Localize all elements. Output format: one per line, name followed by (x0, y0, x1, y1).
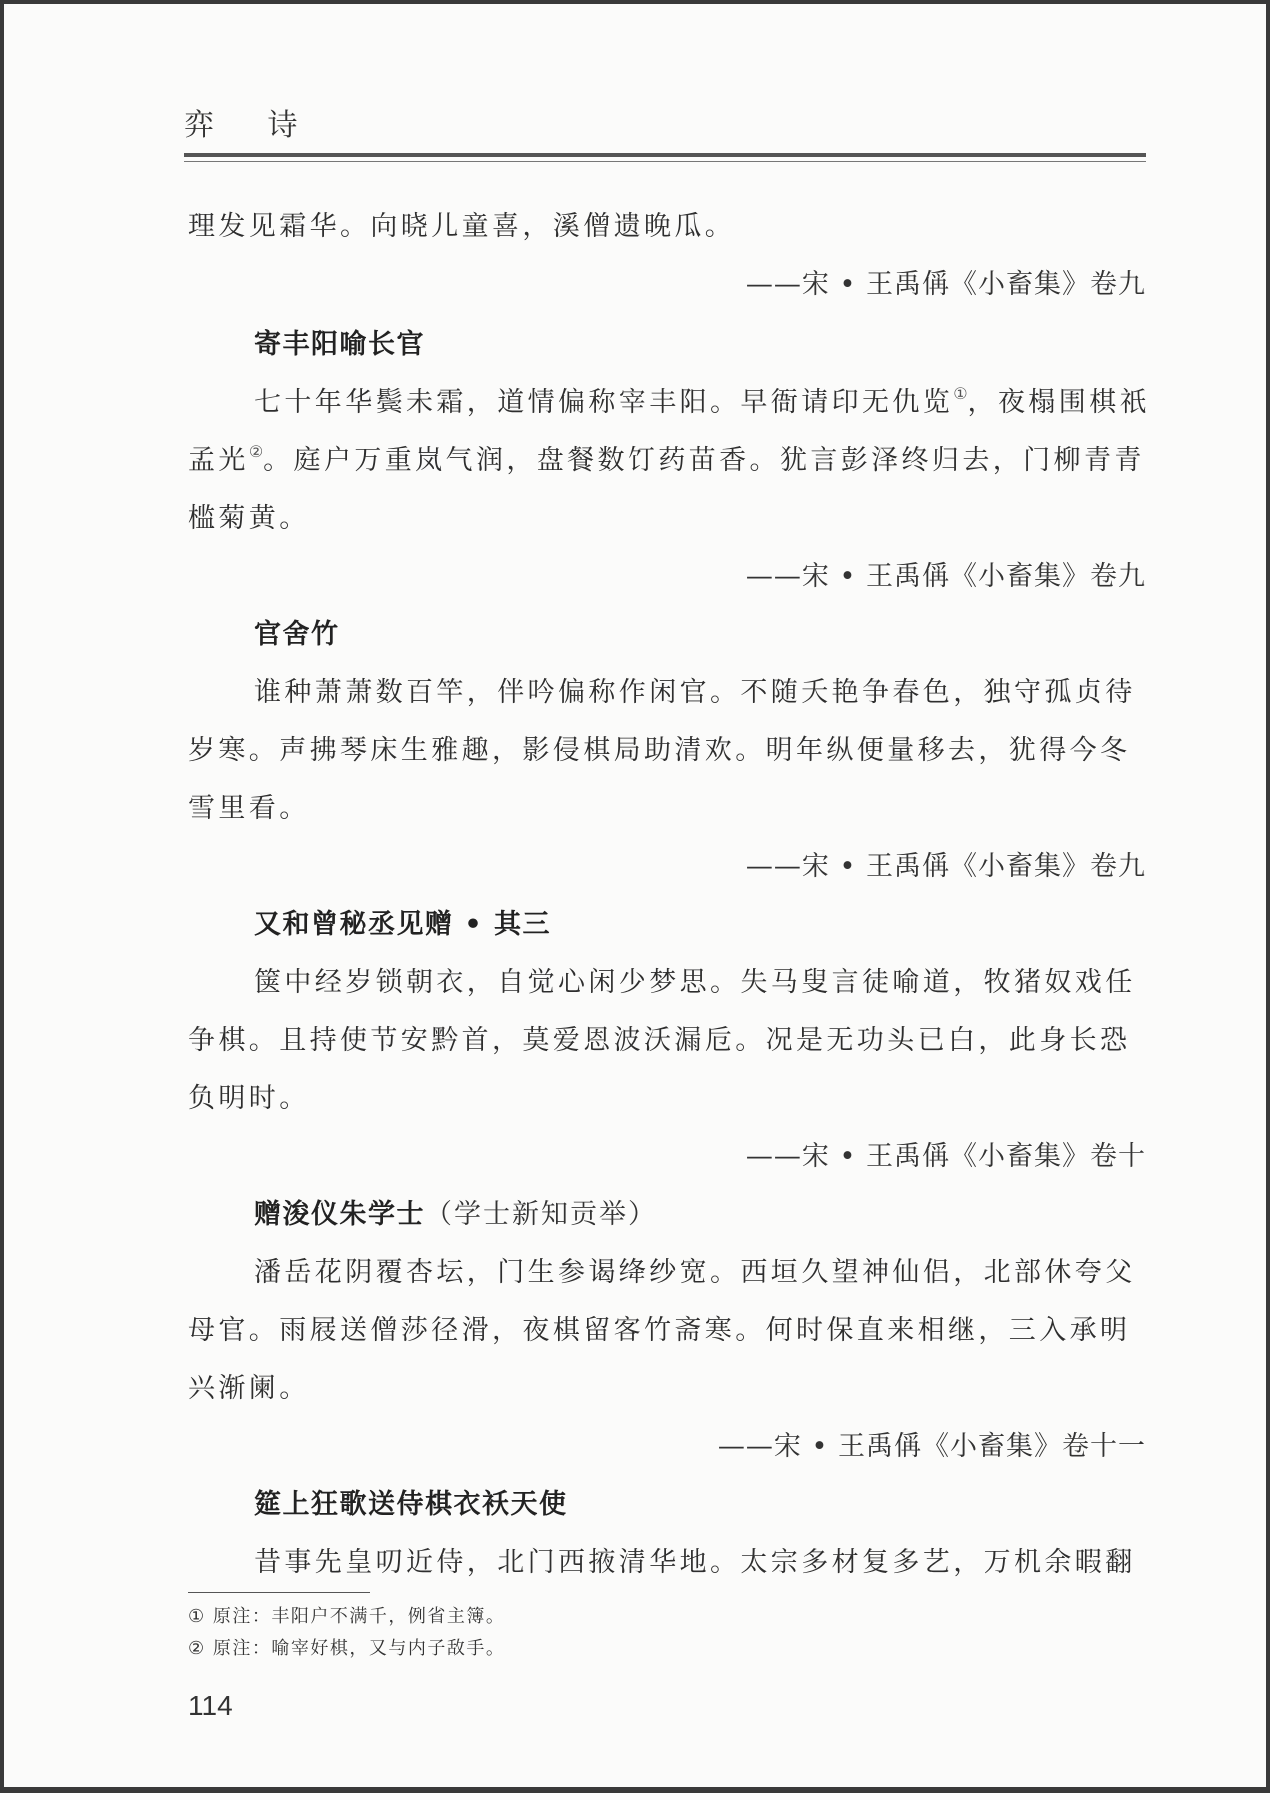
poem-line: 兴渐阑。 (188, 1373, 310, 1404)
poem-line: 潘岳花阴覆杏坛，门生参谒绛纱宽。西垣久望神仙侣，北部休夸父 (254, 1257, 1136, 1288)
poem-title-text: 赠浚仪朱学士 (254, 1199, 425, 1230)
poem-line: 槛菊黄。 (188, 503, 310, 534)
footnote-rule (188, 1592, 370, 1593)
running-head: 弈 诗 (184, 108, 320, 143)
poem-line: 箧中经岁锁朝衣，自觉心闲少梦思。失马叟言徒喻道，牧猪奴戏任 (254, 967, 1136, 998)
poem-title (254, 1192, 657, 1231)
header-rule-thick (184, 153, 1146, 157)
attribution: ——宋 • 王禹偁《小畜集》卷九 (745, 561, 1146, 592)
attribution: ——宋 • 王禹偁《小畜集》卷九 (745, 851, 1146, 882)
footnote: ① 原注：丰阳户不满千，例省主簿。 (188, 1606, 506, 1627)
page-number: 114 (188, 1690, 233, 1721)
poem-text: ，夜榻围棋祇 (967, 387, 1150, 418)
poem-text: 七十年华鬓未霜，道情偏称宰丰阳。早衙请印无仇览 (254, 387, 954, 418)
footnote-marker: ① (953, 384, 968, 403)
poem-title: 筵上狂歌送侍棋衣袄天使 (254, 1489, 568, 1520)
poem-line: 母官。雨屐送僧莎径滑，夜棋留客竹斋寒。何时保直来相继，三入承明 (188, 1315, 1131, 1346)
header-rule-thin (184, 161, 1146, 162)
poem-line: 争棋。且持使节安黔首，莫爱恩波沃漏卮。况是无功头已白，此身长恐 (188, 1025, 1131, 1056)
footnote-marker: ② (248, 442, 264, 461)
poem-line (188, 438, 1145, 477)
poem-title: 官舍竹 (254, 619, 340, 650)
continuation-line: 理发见霜华。向晓儿童喜，溪僧遗晚瓜。 (188, 211, 736, 242)
poem-line: 雪里看。 (188, 793, 310, 824)
poem-line (254, 380, 1150, 419)
poem-text: 孟光 (188, 445, 249, 476)
attribution: ——宋 • 王禹偁《小畜集》卷十一 (717, 1431, 1146, 1462)
poem-line: 岁寒。声拂琴床生雅趣，影侵棋局助清欢。明年纵便量移去，犹得今冬 (188, 735, 1131, 766)
poem-line: 昔事先皇叨近侍，北门西掖清华地。太宗多材复多艺，万机余暇翻 (254, 1547, 1136, 1578)
footnote: ② 原注：喻宰好棋，又与内子敌手。 (188, 1638, 506, 1659)
attribution: ——宋 • 王禹偁《小畜集》卷九 (745, 269, 1146, 300)
poem-subtitle: （学士新知贡举） (425, 1199, 657, 1230)
poem-text: 。庭户万重岚气润，盘餐数饤药苗香。犹言彭泽终归去，门柳青青 (263, 445, 1145, 476)
poem-line: 负明时。 (188, 1083, 310, 1114)
poem-title: 寄丰阳喻长官 (254, 329, 425, 360)
poem-line: 谁种萧萧数百竿，伴吟偏称作闲官。不随夭艳争春色，独守孤贞待 (254, 677, 1136, 708)
book-page (4, 4, 1266, 1787)
attribution: ——宋 • 王禹偁《小畜集》卷十 (745, 1141, 1146, 1172)
poem-title: 又和曾秘丞见赠 • 其三 (254, 909, 552, 940)
